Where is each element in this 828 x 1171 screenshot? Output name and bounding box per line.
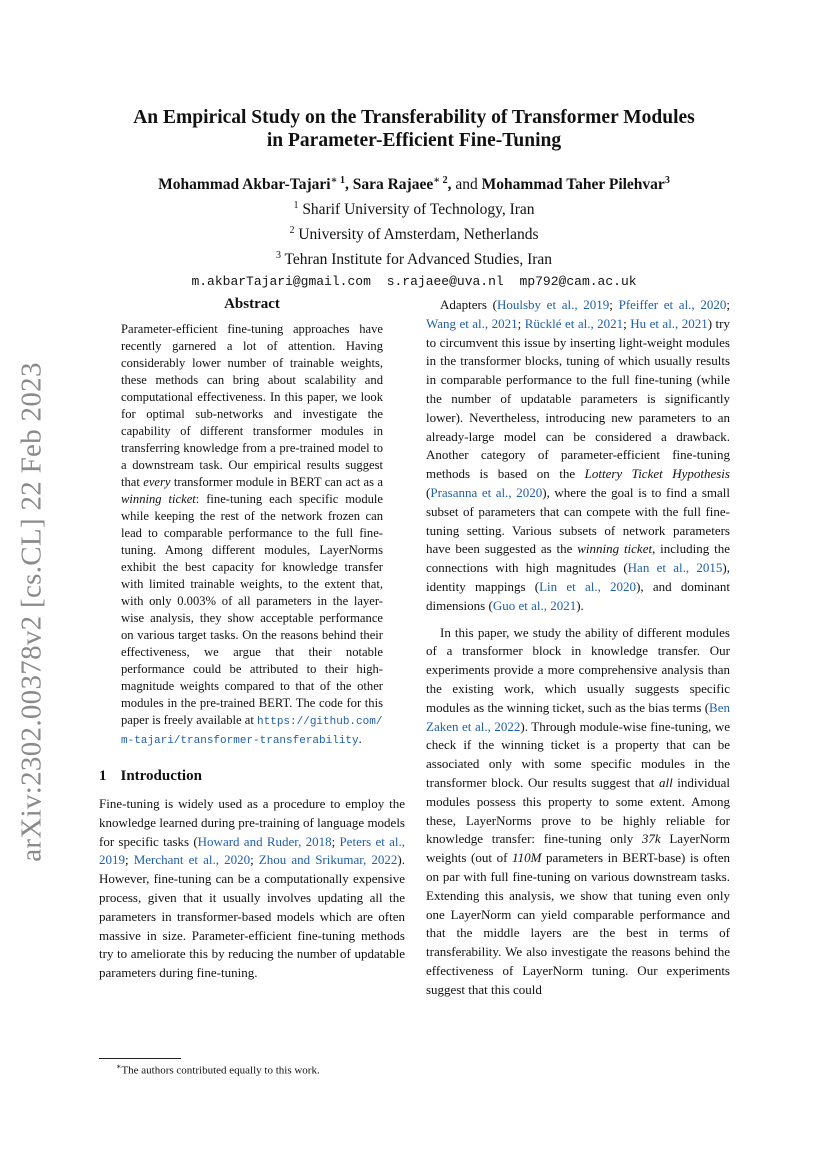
paper-title — [80, 106, 748, 152]
citation-link[interactable]: Wang et al., 2021 — [426, 315, 518, 331]
citation-link[interactable]: Zhou and Srikumar, 2022 — [258, 852, 398, 868]
author-3: Mohammad Taher Pilehvar — [481, 176, 665, 194]
citation-link[interactable]: Ben Zaken et al., 2022 — [426, 699, 730, 734]
author-3-mark: 3 — [664, 175, 670, 186]
citation-link[interactable]: Hu et al., 2021 — [630, 315, 708, 331]
author-block — [80, 170, 748, 292]
code-link[interactable]: https://github.com/ m-tajari/transformer-transferability — [121, 716, 383, 747]
section-heading-introduction: 1 Introduction — [99, 768, 202, 784]
affiliation-2: $^2$ University of Amsterdam, Netherlands — [289, 225, 539, 244]
citation-link[interactable]: Han et al., 2015 — [627, 560, 723, 576]
abstract-heading: Abstract — [224, 296, 280, 312]
email-3[interactable]: mp792@cam.ac.uk — [519, 273, 637, 289]
author-names: Mohammad Akbar-Tajari$^{∗ 1}$, Sara Rajaee$^{∗ 2}$, and Mohammad Taher Pilehvar$^3$ — [158, 175, 670, 194]
citation-link[interactable]: Lin et al., 2020 — [539, 578, 637, 594]
left-column — [99, 296, 405, 983]
intro-paragraph-1: Fine-tuning is widely used as a procedure to employ the knowledge learned during pre-training of language models for specific tasks (Howard and Ruder, 2018; Peters et al., 2019; Merchant et al., 2020; Zhou and Srikumar, 2022). However, fine-tuning can be a computationally expensive process, given that it usually involves updating all the parameters in transformer-based models which are often massive in size. Parameter-efficient fine-tuning methods try to ameliorate this by reducing the number of updatable parameters during fine-tuning. — [99, 796, 405, 981]
citation-link[interactable]: Merchant et al., 2020 — [133, 852, 251, 868]
author-1-mark: ∗ 1 — [330, 175, 345, 186]
footnote-rule — [99, 1058, 181, 1059]
citation-link[interactable]: Prasanna et al., 2020 — [430, 484, 543, 500]
affiliation-1: $^1$ Sharif University of Technology, Iran — [293, 200, 535, 219]
author-emails — [80, 271, 748, 292]
arxiv-side-stamp — [12, 362, 52, 862]
citation-link[interactable]: Pfeiffer et al., 2020 — [618, 297, 727, 312]
citation-link[interactable]: Rücklé et al., 2021 — [524, 315, 624, 331]
title-line-1: An Empirical Study on the Transferability of Transformer Modules — [133, 107, 695, 128]
right-paragraph-1: Adapters (Houlsby et al., 2019; Pfeiffer et al., 2020; Wang et al., 2021; Rücklé et al., 2021; Hu et al., 2021) try to circumvent this issue by inserting light-weight modules in the transformer blocks, tuning of which usually results in comparable performance to the full fine-tuning (while the number of updatable parameters is significantly lower). Nevertheless, introducing new parameters to an already-large model can be considered a drawback. Another category of parameter-efficient fine-tuning methods is based on the Lottery Ticket Hypothesis (Prasanna et al., 2020), where the goal is to find a small subset of parameters that can compete with the full fine-tuning setting. Various subsets of network parameters have been suggested as the winning ticket, including the connections with high magnitudes (Han et al., 2015), identity mappings (Lin et al., 2020), and dominant dimensions (Guo et al., 2021). — [426, 297, 730, 613]
footnote: ∗The authors contributed equally to this work. — [116, 1062, 320, 1077]
author-conjunction: and — [455, 176, 478, 194]
citation-link[interactable]: Guo et al., 2021 — [492, 597, 577, 613]
email-1[interactable]: m.akbarTajari@gmail.com — [191, 273, 371, 289]
author-2-mark: ∗ 2 — [433, 175, 448, 186]
citation-link[interactable]: Houlsby et al., 2019 — [496, 297, 610, 312]
abstract-body: Parameter-efficient fine-tuning approaches have recently garnered a lot of attention. Having considerably lower number of trainable weights, these methods can bring about scalability and computational effectiveness. In this paper, we look for optimal sub-networks and investigate the capability of different transformer modules in transferring knowledge from a pre-trained model to a downstream task. Our empirical results suggest that every transformer module in BERT can act as a winning ticket: fine-tuning each specific module while keeping the rest of the network frozen can lead to comparable performance to the full fine-tuning. Among different modules, LayerNorms exhibit the best capacity for knowledge transfer with limited trainable weights, to the extent that, with only 0.003% of all parameters in the layer-wise analysis, they show acceptable performance on various target tasks. On the reasons behind their effectiveness, we argue that their notable performance could be attributed to their high-magnitude weights compared to that of the other modules in the pre-trained BERT. The code for this paper is freely available at https://github.com/ m-tajari/transformer-transferability. — [121, 322, 383, 747]
citation-link[interactable]: Peters et al., 2019 — [99, 833, 405, 868]
arxiv-identifier: arXiv:2302.00378v2 [cs.CL] 22 Feb 2023 — [15, 362, 48, 862]
citation-link[interactable]: Howard and Ruder, 2018 — [197, 833, 332, 849]
right-paragraph-2: In this paper, we study the ability of different modules of a transformer block in knowledge transfer. Our experiments provide a more comprehensive analysis than the existing work, which usually suggests specific modules as the winning ticket, such as the bias terms (Ben Zaken et al., 2022). Through module-wise fine-tuning, we check if the winning ticket is a property that can be associated only with some specific modules in the transformer block. Our results suggest that all individual modules possess this property to some extent. Among these, LayerNorms prove to be highly reliable for knowledge transfer: fine-tuning only 37k LayerNorm weights (out of 110M parameters in BERT-base) is often on par with full fine-tuning on various downstream tasks. Extending this analysis, we show that tuning even only one LayerNorm can yield comparable performance and that the middle layers are the best in terms of transferability. We also investigate the reasons behind the effectiveness of LayerNorm tuning. Our experiments suggest that this could — [426, 624, 730, 997]
right-column — [426, 296, 730, 999]
email-2[interactable]: s.rajaee@uva.nl — [386, 273, 504, 289]
affiliation-3: $^3$ Tehran Institute for Advanced Studies, Iran — [275, 250, 553, 269]
author-2: Sara Rajaee — [352, 176, 434, 194]
author-1: Mohammad Akbar-Tajari — [158, 176, 331, 194]
title-line-2: in Parameter-Efficient Fine-Tuning — [266, 130, 562, 151]
